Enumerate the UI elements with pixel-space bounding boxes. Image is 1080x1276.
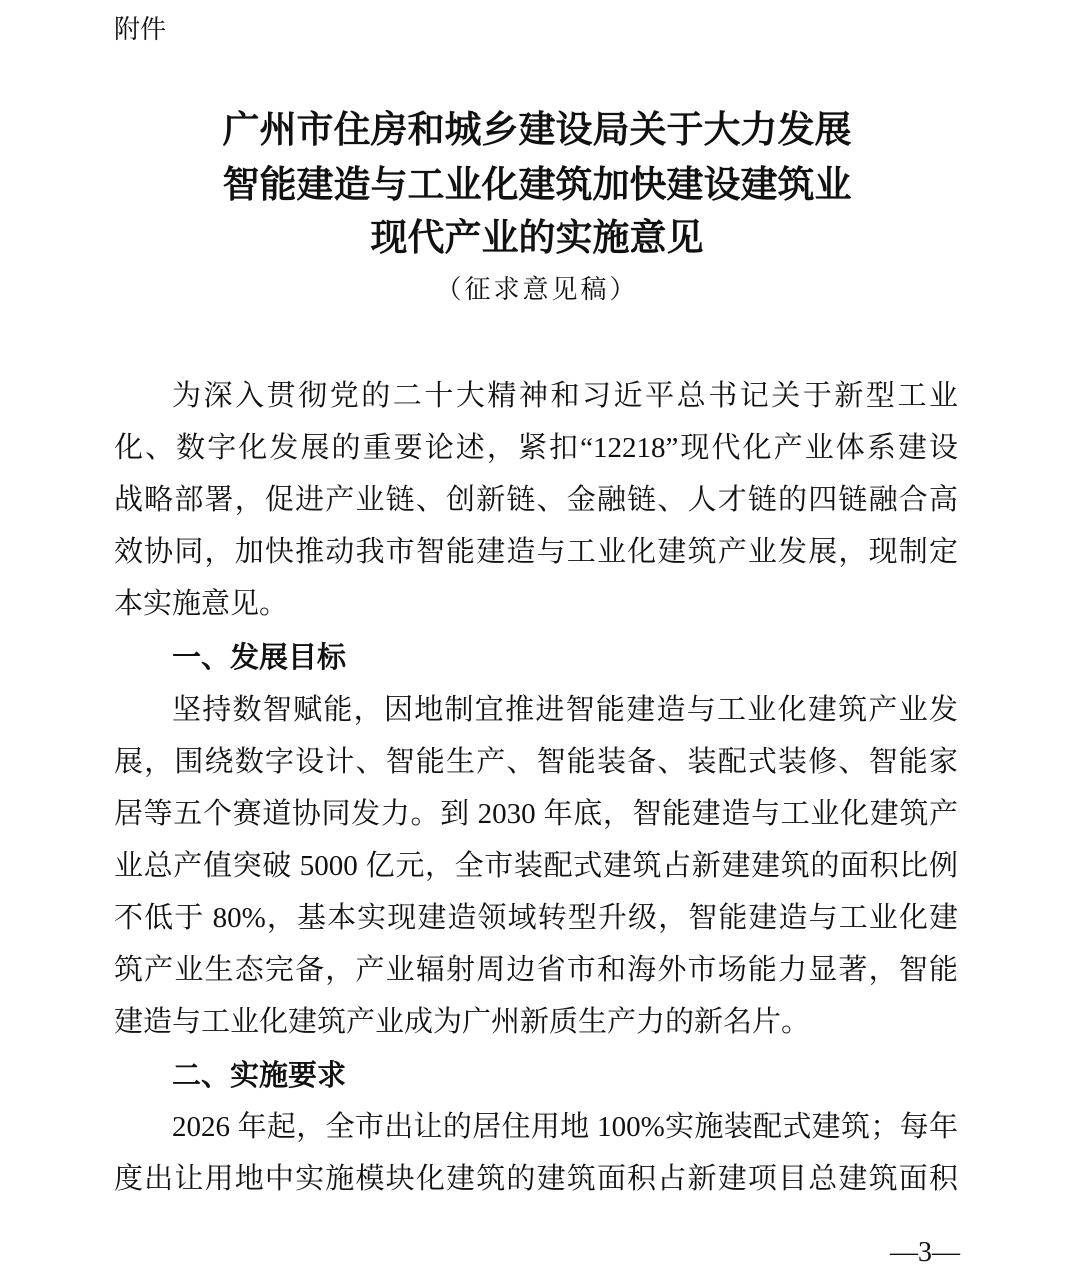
- section1-line: 筑产业生态完备，产业辐射周边省市和海外市场能力显著，智能: [114, 954, 958, 986]
- page-number: —3—: [890, 1237, 960, 1268]
- attachment-label: 附件: [114, 15, 167, 45]
- section-heading-goals: 一、发展目标: [172, 640, 347, 674]
- document-title-line-1: 广州市住房和城乡建设局关于大力发展: [222, 108, 852, 151]
- section1-line: 居等五个赛道协同发力。到 2030 年底，智能建造与工业化建筑产: [114, 798, 958, 830]
- intro-line: 战略部署，促进产业链、创新链、金融链、人才链的四链融合高: [114, 484, 958, 516]
- section1-line: 业总产值突破 5000 亿元，全市装配式建筑占新建建筑的面积比例: [114, 850, 958, 882]
- section1-line: 不低于 80%，基本实现建造领域转型升级，智能建造与工业化建: [114, 902, 958, 934]
- section2-line: 2026 年起，全市出让的居住用地 100%实施装配式建筑；每年: [172, 1111, 958, 1143]
- document-title-line-3: 现代产业的实施意见: [370, 216, 704, 259]
- section1-line: 坚持数智赋能，因地制宜推进智能建造与工业化建筑产业发: [172, 694, 958, 726]
- section2-line: 度出让用地中实施模块化建筑的建筑面积占新建项目总建筑面积: [114, 1163, 958, 1195]
- intro-line: 化、数字化发展的重要论述，紧扣“12218”现代化产业体系建设: [114, 432, 958, 464]
- intro-line: 效协同，加快推动我市智能建造与工业化建筑产业发展，现制定: [114, 536, 958, 568]
- section1-line: 建造与工业化建筑产业成为广州新质生产力的新名片。: [114, 1006, 811, 1038]
- section1-line: 展，围绕数字设计、智能生产、智能装备、装配式装修、智能家: [114, 746, 958, 778]
- document-subtitle: （征求意见稿）: [435, 275, 639, 304]
- intro-line: 本实施意见。: [114, 588, 289, 620]
- intro-line: 为深入贯彻党的二十大精神和习近平总书记关于新型工业: [172, 380, 958, 412]
- section-heading-requirements: 二、实施要求: [172, 1058, 347, 1092]
- document-title-line-2: 智能建造与工业化建筑加快建设建筑业: [222, 163, 852, 206]
